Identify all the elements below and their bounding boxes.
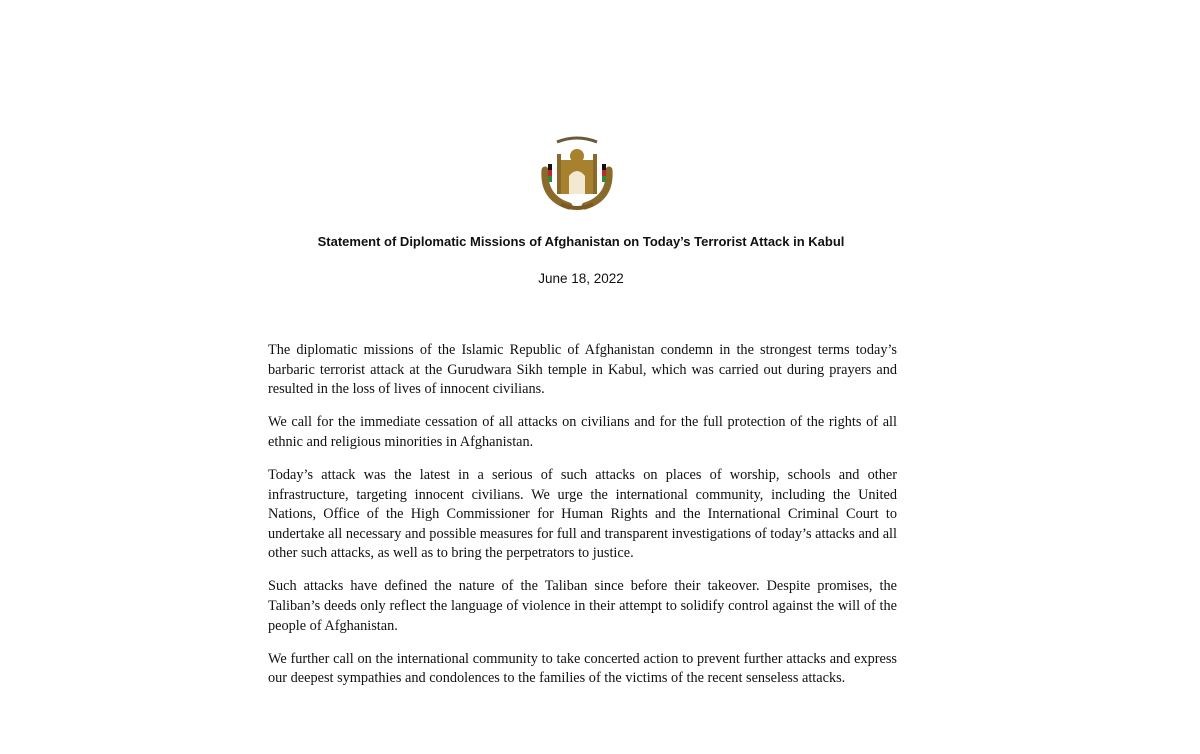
statement-title: Statement of Diplomatic Missions of Afghanistan on Today’s Terrorist Attack in Kabul (317, 234, 845, 249)
paragraph: We further call on the international community to take concerted action to prevent further attacks and express our deepest sympathies and condolences to the families of the victims of the recent senseless attacks. (268, 650, 897, 687)
paragraph: Such attacks have defined the nature of the Taliban since before their takeover. Despite promises, the Taliban’s deeds only reflect the language of violence in their attempt to solidify control against the will of the people of Afghanistan. (268, 578, 897, 634)
afghanistan-emblem-icon (535, 130, 619, 214)
statement-date: June 18, 2022 (538, 271, 624, 286)
statement-body (268, 341, 897, 702)
paragraph: The diplomatic missions of the Islamic Republic of Afghanistan condemn in the strongest terms today’s barbaric terrorist attack at the Gurudwara Sikh temple in Kabul, which was carried out during prayers and resulted in the loss of lives of innocent civilians. (268, 342, 897, 398)
paragraph: We call for the immediate cessation of all attacks on civilians and for the full protection of the rights of all ethnic and religious minorities in Afghanistan. (268, 414, 897, 450)
paragraph: Today’s attack was the latest in a serious of such attacks on places of worship, schools and other infrastructure, targeting innocent civilians. We urge the international community, including the United Nations, Office of the High Commissioner for Human Rights and the International Criminal Court to undertake all necessary and possible measures for full and transparent investigations of today’s attacks and all other such attacks, as well as to bring the perpetrators to justice. (268, 466, 897, 562)
